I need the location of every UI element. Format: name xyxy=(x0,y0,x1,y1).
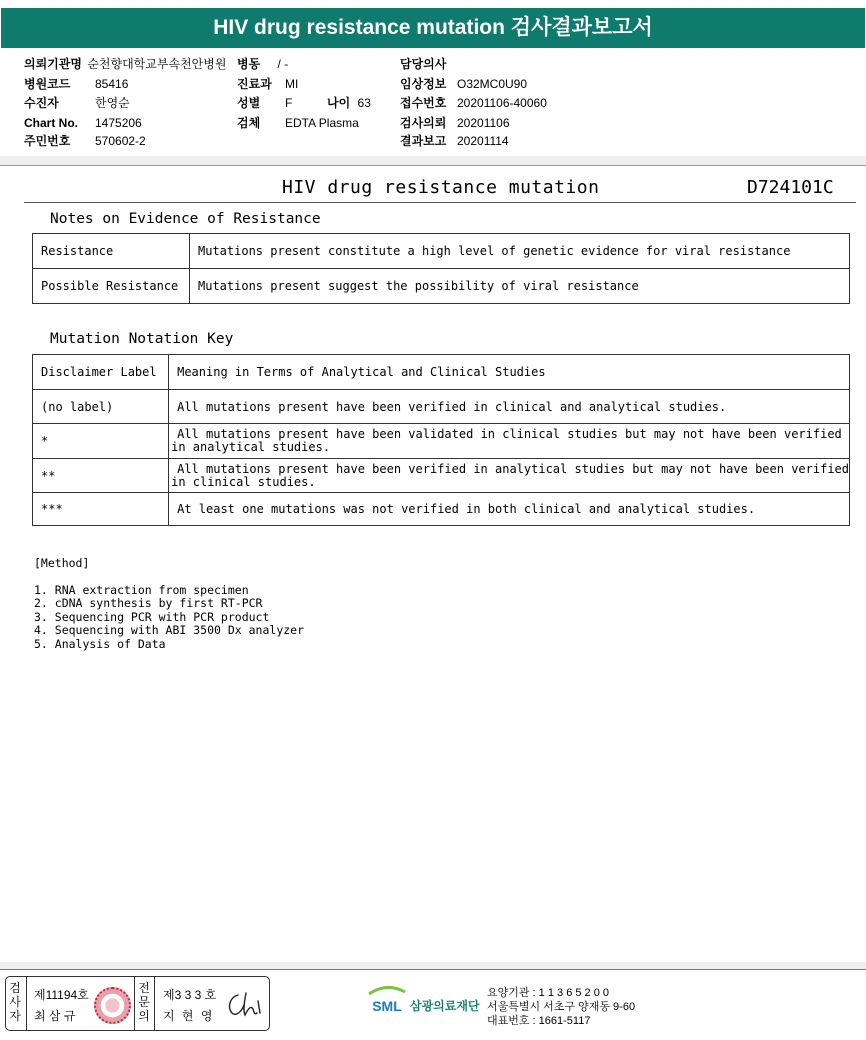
hospital-code-value: 85416 xyxy=(95,77,129,91)
table-header-row xyxy=(33,355,850,390)
institution-code: 요양기관 : 1 1 3 6 5 2 0 0 xyxy=(487,987,610,999)
info-institution: 의뢰기관명 순천향대학교부속천안병원 xyxy=(24,57,227,71)
notation-label: ** xyxy=(33,459,169,493)
evidence-table xyxy=(32,233,850,304)
info-patient: 수진자 xyxy=(24,96,59,110)
examiner-number: 제11194호 xyxy=(34,988,89,1002)
patient-name-value: 한영순 xyxy=(95,96,130,110)
table-row xyxy=(33,424,850,459)
org-address xyxy=(487,986,635,1028)
evidence-label: Possible Resistance xyxy=(33,269,190,304)
info-clinical: 임상정보 xyxy=(400,77,447,91)
evidence-section-title: Notes on Evidence of Resistance xyxy=(50,211,321,227)
table-row xyxy=(33,459,850,493)
resident-value: 570602-2 xyxy=(95,134,146,148)
table-row xyxy=(33,234,850,269)
notation-text: All mutations present have been verified in analytical studies but may not have been verified in clinical studies. xyxy=(169,459,850,493)
info-doctor: 담당의사 xyxy=(400,57,447,71)
sml-logo-icon xyxy=(367,984,407,1014)
phone: 대표번호 : 1661-5117 xyxy=(487,1015,591,1027)
info-specimen: 검체 xyxy=(237,116,261,130)
footer-band xyxy=(0,962,866,969)
info-request: 검사의뢰 xyxy=(400,116,447,130)
specialist-number: 제3 3 3 호 xyxy=(163,988,217,1002)
svg-text:SML: SML xyxy=(372,998,402,1014)
method-title: [Method] xyxy=(34,556,90,570)
table-row xyxy=(33,493,850,526)
notation-text: All mutations present have been verified in clinical and analytical studies. xyxy=(169,390,850,424)
info-age: 나이 63 xyxy=(327,96,371,110)
method-step: 1. RNA extraction from specimen xyxy=(34,582,249,597)
sex-value: F xyxy=(285,96,293,110)
method-step: 4. Sequencing with ABI 3500 Dx analyzer xyxy=(34,623,305,638)
signature-box xyxy=(5,976,270,1031)
report-title: HIV drug resistance mutation xyxy=(282,177,600,198)
method-section xyxy=(34,557,304,652)
request-value: 20201106 xyxy=(457,116,510,130)
report-date-value: 20201114 xyxy=(457,134,509,148)
evidence-text: Mutations present constitute a high level of genetic evidence for viral resistance xyxy=(190,234,850,269)
method-step: 2. cDNA synthesis by first RT-PCR xyxy=(34,596,263,611)
info-dept: 진료과 xyxy=(237,77,272,91)
method-step: 5. Analysis of Data xyxy=(34,636,166,651)
info-sex: 성별 xyxy=(237,96,261,110)
notation-header-text: Meaning in Terms of Analytical and Clinical Studies xyxy=(169,355,850,390)
notation-header-label: Disclaimer Label xyxy=(33,355,169,390)
header-separator xyxy=(0,156,866,165)
report-code: D724101C xyxy=(747,177,834,198)
info-chart: Chart No. xyxy=(24,116,78,130)
info-resident: 주민번호 xyxy=(24,134,71,148)
org-name: 삼광의료재단 xyxy=(410,999,480,1013)
notation-text: At least one mutations was not verified in both clinical and analytical studies. xyxy=(169,493,850,526)
receipt-value: 20201106-40060 xyxy=(457,96,547,110)
dept-value: MI xyxy=(285,77,299,91)
examiner-name: 최 삼 규 xyxy=(34,1009,76,1023)
table-row xyxy=(33,390,850,424)
specimen-value: EDTA Plasma xyxy=(285,116,359,130)
method-step: 3. Sequencing PCR with PCR product xyxy=(34,609,270,624)
examiner-label: 검사자 xyxy=(9,981,21,1023)
info-report-date: 결과보고 xyxy=(400,134,447,148)
address: 서울특별시 서초구 양재동 9-60 xyxy=(487,1001,636,1013)
separator-line xyxy=(0,165,866,166)
specialist-label: 전문의 xyxy=(138,981,150,1023)
evidence-label: Resistance xyxy=(33,234,190,269)
examiner-seal xyxy=(94,987,131,1024)
notation-label: * xyxy=(33,424,169,459)
notation-label: *** xyxy=(33,493,169,526)
info-hospital-code: 병원코드 xyxy=(24,77,71,91)
notation-table xyxy=(32,354,850,526)
specialist-name: 지 현 영 xyxy=(163,1009,215,1023)
report-header-title: HIV drug resistance mutation 검사결과보고서 xyxy=(1,8,865,48)
notation-section-title: Mutation Notation Key xyxy=(50,331,234,347)
chart-value: 1475206 xyxy=(95,116,142,130)
specialist-signature xyxy=(224,989,264,1019)
title-underline xyxy=(24,202,856,203)
evidence-text: Mutations present suggest the possibility of viral resistance xyxy=(190,269,850,304)
clinical-value: O32MC0U90 xyxy=(457,77,528,91)
notation-label: (no label) xyxy=(33,390,169,424)
footer-line xyxy=(0,969,866,970)
info-ward: 병동 / - xyxy=(237,57,289,71)
table-row xyxy=(33,269,850,304)
info-receipt: 접수번호 xyxy=(400,96,447,110)
notation-text: All mutations present have been validated in clinical studies but may not have been verified in analytical studies. xyxy=(169,424,850,459)
